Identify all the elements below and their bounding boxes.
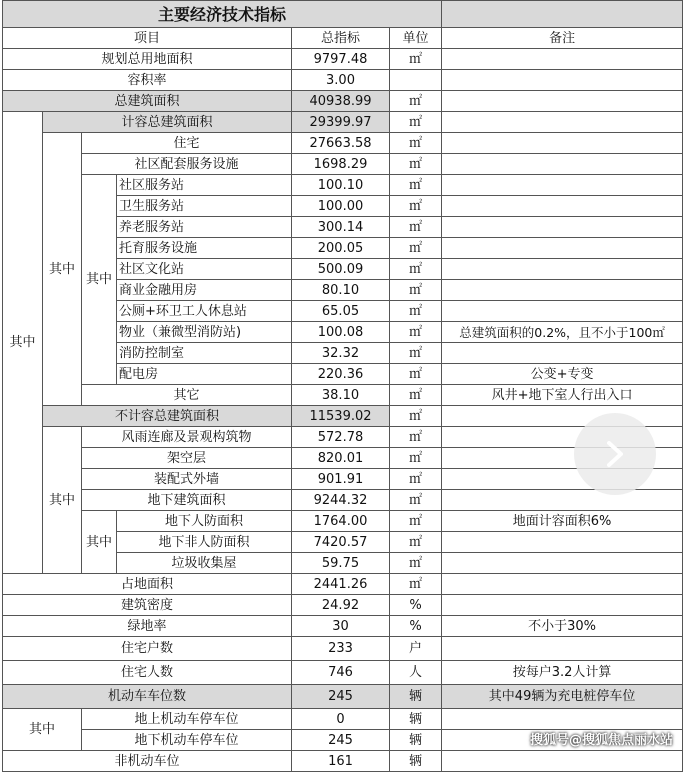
row-value: 1698.29 — [292, 154, 390, 175]
row-label: 计容总建筑面积 — [43, 112, 292, 133]
row-label: 其它 — [82, 385, 292, 406]
next-image-button[interactable] — [574, 413, 656, 495]
row-value: 2441.26 — [292, 574, 390, 595]
row-value: 27663.58 — [292, 133, 390, 154]
table-row — [3, 685, 683, 709]
table-row — [3, 637, 683, 661]
row-label: 机动车车位数 — [3, 685, 292, 709]
row-label: 地下机动车停车位 — [82, 730, 292, 751]
table-row — [3, 661, 683, 685]
row-label: 物业（兼微型消防站) — [117, 322, 292, 343]
row-remark: 其中49辆为充电桩停车位 — [442, 685, 683, 709]
row-value: 38.10 — [292, 385, 390, 406]
row-unit: ㎡ — [390, 469, 442, 490]
row-remark — [442, 175, 683, 196]
row-label: 养老服务站 — [117, 217, 292, 238]
row-value: 245 — [292, 685, 390, 709]
title-blank — [442, 1, 683, 28]
row-remark — [442, 709, 683, 730]
row-remark: 地面计容面积6% — [442, 511, 683, 532]
row-unit: ㎡ — [390, 49, 442, 70]
row-label: 不计容总建筑面积 — [43, 406, 292, 427]
row-remark — [442, 280, 683, 301]
row-unit: 辆 — [390, 730, 442, 751]
row-value: 200.05 — [292, 238, 390, 259]
row-unit: ㎡ — [390, 154, 442, 175]
row-remark — [442, 91, 683, 112]
table-row — [3, 175, 683, 196]
row-remark — [442, 133, 683, 154]
row-unit: ㎡ — [390, 133, 442, 154]
row-value: 11539.02 — [292, 406, 390, 427]
row-remark: 按每户3.2人计算 — [442, 661, 683, 685]
row-value: 9244.32 — [292, 490, 390, 511]
row-value: 29399.97 — [292, 112, 390, 133]
row-label: 地下建筑面积 — [82, 490, 292, 511]
economic-indicators-table — [2, 0, 683, 772]
row-label: 建筑密度 — [3, 595, 292, 616]
row-label: 装配式外墙 — [82, 469, 292, 490]
row-label: 住宅 — [82, 133, 292, 154]
header-unit: 单位 — [390, 28, 442, 49]
row-label: 社区服务站 — [117, 175, 292, 196]
row-label: 卫生服务站 — [117, 196, 292, 217]
table-row — [3, 112, 683, 133]
title-row — [3, 1, 683, 28]
row-unit: ㎡ — [390, 112, 442, 133]
row-value: 65.05 — [292, 301, 390, 322]
table-title: 主要经济技术指标 — [3, 1, 442, 28]
header-item: 项目 — [3, 28, 292, 49]
group-label-level3: 其中 — [82, 511, 117, 574]
row-remark — [442, 196, 683, 217]
row-unit: ㎡ — [390, 280, 442, 301]
row-unit: % — [390, 595, 442, 616]
row-remark — [442, 553, 683, 574]
row-unit: ㎡ — [390, 406, 442, 427]
row-unit: ㎡ — [390, 511, 442, 532]
row-value: 100.08 — [292, 322, 390, 343]
chevron-right-icon — [602, 439, 628, 469]
row-unit: ㎡ — [390, 91, 442, 112]
table-row — [3, 709, 683, 730]
row-remark — [442, 217, 683, 238]
row-remark — [442, 154, 683, 175]
group-label-parking: 其中 — [3, 709, 82, 751]
row-remark: 公变+专变 — [442, 364, 683, 385]
row-remark — [442, 532, 683, 553]
table-row — [3, 154, 683, 175]
row-remark — [442, 259, 683, 280]
group-label-level2: 其中 — [43, 133, 82, 406]
row-remark: 风井+地下室人行出入口 — [442, 385, 683, 406]
row-remark — [442, 70, 683, 91]
row-label: 架空层 — [82, 448, 292, 469]
row-unit: ㎡ — [390, 343, 442, 364]
row-remark — [442, 637, 683, 661]
row-value: 1764.00 — [292, 511, 390, 532]
header-row — [3, 28, 683, 49]
row-remark — [442, 343, 683, 364]
row-remark — [442, 112, 683, 133]
row-unit — [390, 70, 442, 91]
row-value: 233 — [292, 637, 390, 661]
row-unit: ㎡ — [390, 217, 442, 238]
row-unit: ㎡ — [390, 238, 442, 259]
group-label-level2: 其中 — [43, 427, 82, 574]
row-unit: 辆 — [390, 685, 442, 709]
table-row — [3, 490, 683, 511]
row-value: 80.10 — [292, 280, 390, 301]
row-unit: ㎡ — [390, 364, 442, 385]
row-remark — [442, 238, 683, 259]
table-row — [3, 406, 683, 427]
row-unit: ㎡ — [390, 259, 442, 280]
table-row — [3, 574, 683, 595]
row-value: 572.78 — [292, 427, 390, 448]
watermark: 搜狐号@搜狐焦点丽水站 — [529, 733, 673, 748]
row-value: 30 — [292, 616, 390, 637]
row-remark: 不小于30% — [442, 616, 683, 637]
row-remark — [442, 574, 683, 595]
row-value: 220.36 — [292, 364, 390, 385]
row-label: 公厕+环卫工人休息站 — [117, 301, 292, 322]
row-value: 9797.48 — [292, 49, 390, 70]
group-label-level1: 其中 — [3, 112, 43, 574]
row-unit: ㎡ — [390, 196, 442, 217]
row-value: 0 — [292, 709, 390, 730]
row-label: 住宅户数 — [3, 637, 292, 661]
row-value: 40938.99 — [292, 91, 390, 112]
row-label: 规划总用地面积 — [3, 49, 292, 70]
row-value: 3.00 — [292, 70, 390, 91]
row-label: 占地面积 — [3, 574, 292, 595]
row-value: 901.91 — [292, 469, 390, 490]
row-unit: ㎡ — [390, 301, 442, 322]
table-row — [3, 616, 683, 637]
row-unit: 辆 — [390, 709, 442, 730]
row-label: 商业金融用房 — [117, 280, 292, 301]
row-remark — [442, 490, 683, 511]
row-unit: ㎡ — [390, 553, 442, 574]
row-label: 垃圾收集屋 — [117, 553, 292, 574]
row-remark: 总建筑面积的0.2%，且不小于100㎡ — [442, 322, 683, 343]
row-label: 容积率 — [3, 70, 292, 91]
row-label: 地上机动车停车位 — [82, 709, 292, 730]
table-row — [3, 595, 683, 616]
row-value: 245 — [292, 730, 390, 751]
row-unit: ㎡ — [390, 322, 442, 343]
row-value: 746 — [292, 661, 390, 685]
row-label: 非机动车位 — [3, 751, 292, 772]
row-label: 地下人防面积 — [117, 511, 292, 532]
group-label-level3: 其中 — [82, 175, 117, 385]
indicator-table-wrapper — [2, 0, 682, 769]
row-unit: ㎡ — [390, 574, 442, 595]
row-label: 消防控制室 — [117, 343, 292, 364]
row-value: 24.92 — [292, 595, 390, 616]
table-row — [3, 70, 683, 91]
row-unit: ㎡ — [390, 385, 442, 406]
row-unit: ㎡ — [390, 532, 442, 553]
row-unit: ㎡ — [390, 427, 442, 448]
row-label: 住宅人数 — [3, 661, 292, 685]
row-value: 100.10 — [292, 175, 390, 196]
row-value: 32.32 — [292, 343, 390, 364]
row-unit: ㎡ — [390, 175, 442, 196]
row-value: 100.00 — [292, 196, 390, 217]
row-remark — [442, 406, 683, 427]
row-label: 社区文化站 — [117, 259, 292, 280]
row-value: 820.01 — [292, 448, 390, 469]
row-value: 59.75 — [292, 553, 390, 574]
table-row — [3, 511, 683, 532]
row-label: 绿地率 — [3, 616, 292, 637]
row-unit: 人 — [390, 661, 442, 685]
row-unit: ㎡ — [390, 448, 442, 469]
table-row — [3, 49, 683, 70]
row-remark — [442, 49, 683, 70]
row-label: 风雨连廊及景观构筑物 — [82, 427, 292, 448]
table-row — [3, 91, 683, 112]
row-label: 总建筑面积 — [3, 91, 292, 112]
row-value: 500.09 — [292, 259, 390, 280]
row-unit: 辆 — [390, 751, 442, 772]
row-value: 7420.57 — [292, 532, 390, 553]
table-row — [3, 385, 683, 406]
header-remark: 备注 — [442, 28, 683, 49]
row-unit: ㎡ — [390, 490, 442, 511]
row-label: 托育服务设施 — [117, 238, 292, 259]
row-value: 300.14 — [292, 217, 390, 238]
row-remark — [442, 595, 683, 616]
row-label: 地下非人防面积 — [117, 532, 292, 553]
table-row — [3, 133, 683, 154]
row-remark — [442, 301, 683, 322]
row-label: 配电房 — [117, 364, 292, 385]
row-label: 社区配套服务设施 — [82, 154, 292, 175]
row-value: 161 — [292, 751, 390, 772]
row-unit: 户 — [390, 637, 442, 661]
header-value: 总指标 — [292, 28, 390, 49]
row-unit: % — [390, 616, 442, 637]
